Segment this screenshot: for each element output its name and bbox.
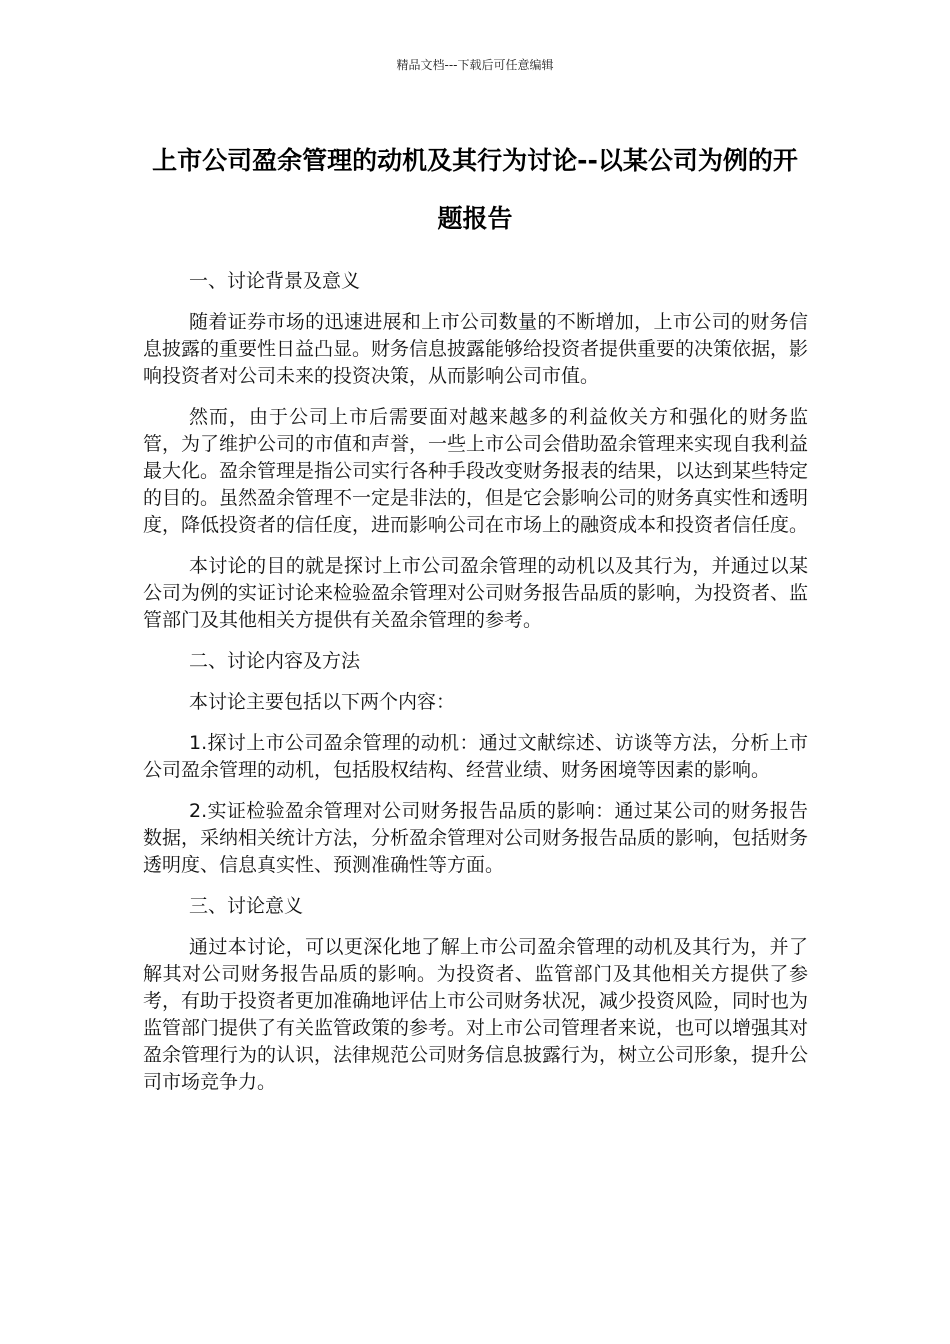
section-heading: 二、讨论内容及方法: [189, 650, 361, 672]
paragraph: 本讨论主要包括以下两个内容：: [189, 691, 456, 713]
header-note: 精品文档---下载后可任意编辑: [396, 58, 554, 72]
section-heading: 一、讨论背景及意义: [189, 270, 361, 292]
section-background: [143, 268, 808, 634]
section-significance: [143, 893, 808, 1096]
paragraph: 本讨论的目的就是探讨上市公司盈余管理的动机以及其行为，并通过以某公司为例的实证讨论来检验盈余管理对公司财务报告品质的影响，为投资者、监管部门及其他相关方提供有关盈余管理的参考。: [143, 555, 809, 631]
list-item: 1.探讨上市公司盈余管理的动机：通过文献综述、访谈等方法，分析上市公司盈余管理的动机，包括股权结构、经营业绩、财务困境等因素的影响。: [143, 732, 808, 781]
document-body: [143, 268, 808, 1110]
section-content-methods: [143, 648, 808, 879]
section-heading: 三、讨论意义: [189, 895, 304, 917]
document-title: 上市公司盈余管理的动机及其行为讨论--以某公司为例的开题报告: [152, 146, 798, 233]
paragraph: 随着证券市场的迅速进展和上市公司数量的不断增加，上市公司的财务信息披露的重要性日益凸显。财务信息披露能够给投资者提供重要的决策依据，影响投资者对公司未来的投资决策，从而影响公司市值。: [143, 311, 809, 387]
paragraph: 然而，由于公司上市后需要面对越来越多的利益攸关方和强化的财务监管，为了维护公司的市值和声誉，一些上市公司会借助盈余管理来实现自我利益最大化。盈余管理是指公司实行各种手段改变财务报表的结果，以达到某些特定的目的。虽然盈余管理不一定是非法的，但是它会影响公司的财务真实性和透明度，降低投资者的信任度，进而影响公司在市场上的融资成本和投资者信任度。: [143, 406, 809, 536]
paragraph: 通过本讨论，可以更深化地了解上市公司盈余管理的动机及其行为，并了解其对公司财务报告品质的影响。为投资者、监管部门及其他相关方提供了参考，有助于投资者更加准确地评估上市公司财务状况，减少投资风险，同时也为监管部门提供了有关监管政策的参考。对上市公司管理者来说，也可以增强其对盈余管理行为的认识，法律规范公司财务信息披露行为，树立公司形象，提升公司市场竞争力。: [143, 936, 809, 1093]
list-item: 2.实证检验盈余管理对公司财务报告品质的影响：通过某公司的财务报告数据，采纳相关统计方法，分析盈余管理对公司财务报告品质的影响，包括财务透明度、信息真实性、预测准确性等方面。: [143, 800, 809, 876]
